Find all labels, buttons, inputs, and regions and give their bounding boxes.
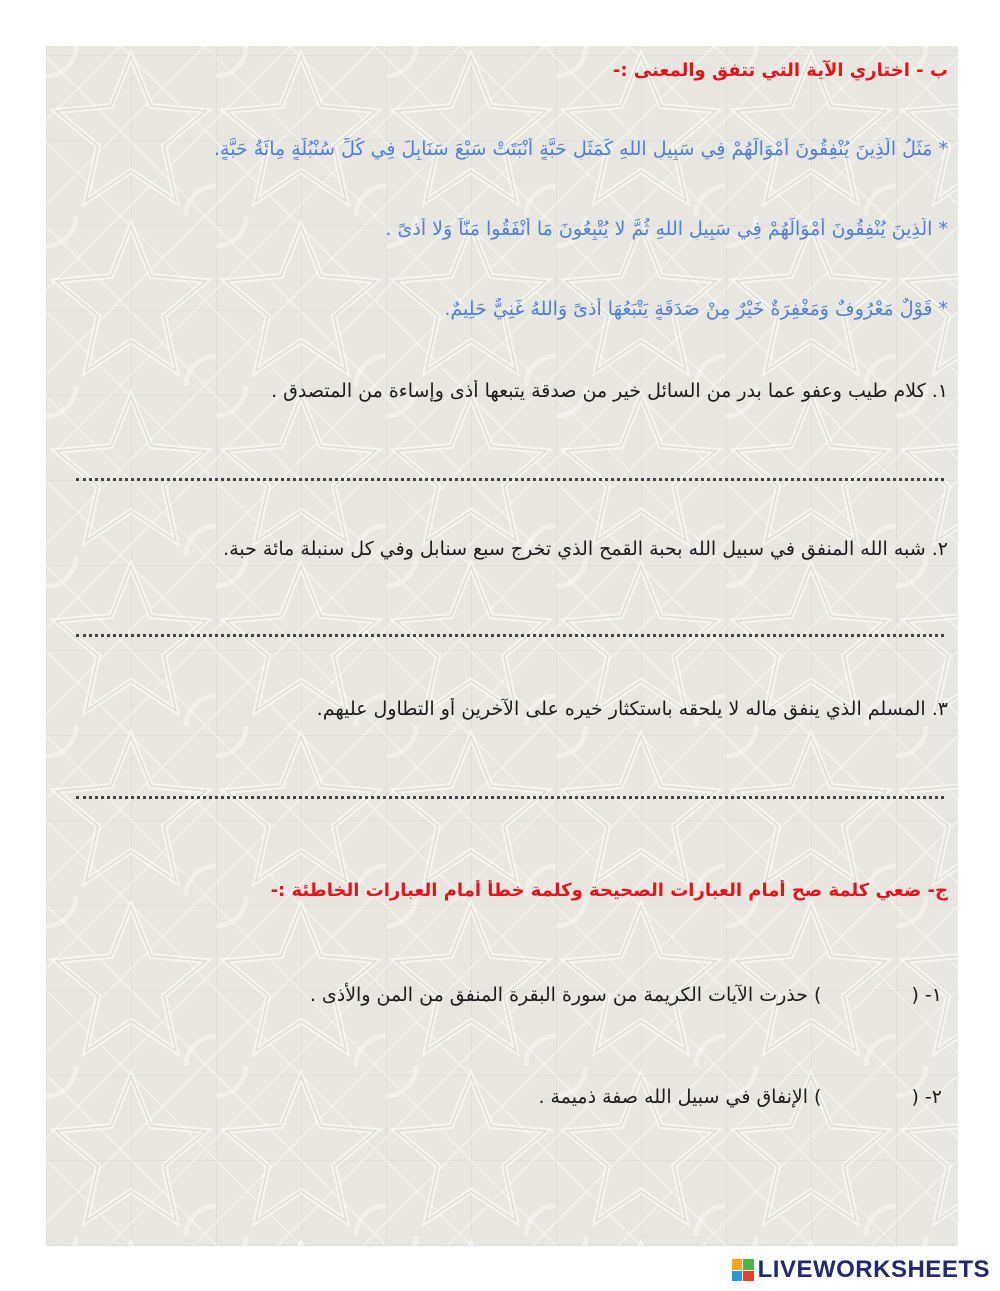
- liveworksheets-logo: [732, 1255, 990, 1285]
- question-1: ١. كلام طيب وعفو عما بدر من السائل خير من صدقة يتبعها أذى وإساءة من المتصدق .: [271, 380, 948, 402]
- answer-line-1[interactable]: [76, 474, 944, 481]
- section-b-heading: ب - اختاري الآية التي تتفق والمعنى :-: [612, 60, 948, 81]
- item-2-open: ٢- (: [911, 1086, 942, 1108]
- item-1-close: ): [814, 984, 822, 1006]
- logo-text: LIVEWORKSHEETS: [757, 1256, 990, 1283]
- item-2-close: ): [814, 1086, 822, 1108]
- item-1-text: حذرت الآيات الكريمة من سورة البقرة المنفق من المن والأذى .: [309, 984, 808, 1006]
- item-1-open: ١- (: [911, 984, 942, 1006]
- answer-line-3[interactable]: [76, 792, 944, 799]
- answer-line-2[interactable]: [76, 630, 944, 637]
- item-2-text: الإنفاق في سبيل الله صفة ذميمة .: [538, 1086, 808, 1108]
- question-2: ٢. شبه الله المنفق في سبيل الله بحبة القمح الذي تخرج سبع سنابل وفي كل سنبلة مائة حبة.: [223, 538, 948, 560]
- verse-option-1[interactable]: * مَثَلُ الَّذِينَ يُنْفِقُونَ أَمْوَالَهُمْ فِي سَبِيلِ اللهِ كَمَثَلِ حَبَّةٍ أَنْبَتَتْ سَبْعَ سَنَابِلَ فِي كُلِّ سُنْبُلَةٍ مِائَةُ حَبَّةٍ.: [213, 138, 948, 160]
- verse-option-2[interactable]: * الَّذِينَ يُنْفِقُونَ أَمْوَالَهُمْ فِي سَبِيلِ اللهِ ثُمَّ لا يُتْبِعُونَ مَا أَنْفَقُوا مَنّاً وَلا أَذىً .: [385, 218, 948, 240]
- true-false-item-2: [66, 1086, 942, 1108]
- question-3: ٣. المسلم الذي ينفق ماله لا يلحقه باستكثار خيره على الآخرين أو التطاول عليهم.: [316, 698, 948, 720]
- worksheet-page: [46, 46, 958, 1246]
- section-c-heading: ج- ضعي كلمة صح أمام العبارات الصحيحة وكلمة خطأ أمام العبارات الخاطئة :-: [270, 880, 948, 901]
- true-false-item-1: [66, 984, 942, 1006]
- verse-option-3[interactable]: * قَوْلٌ مَعْرُوفٌ وَمَغْفِرَةٌ خَيْرٌ مِنْ صَدَقَةٍ يَتْبَعُهَا أَذىً وَاللهُ غَنِيٌّ حَلِيمٌ.: [444, 298, 948, 320]
- logo-mark-icon: [732, 1259, 754, 1281]
